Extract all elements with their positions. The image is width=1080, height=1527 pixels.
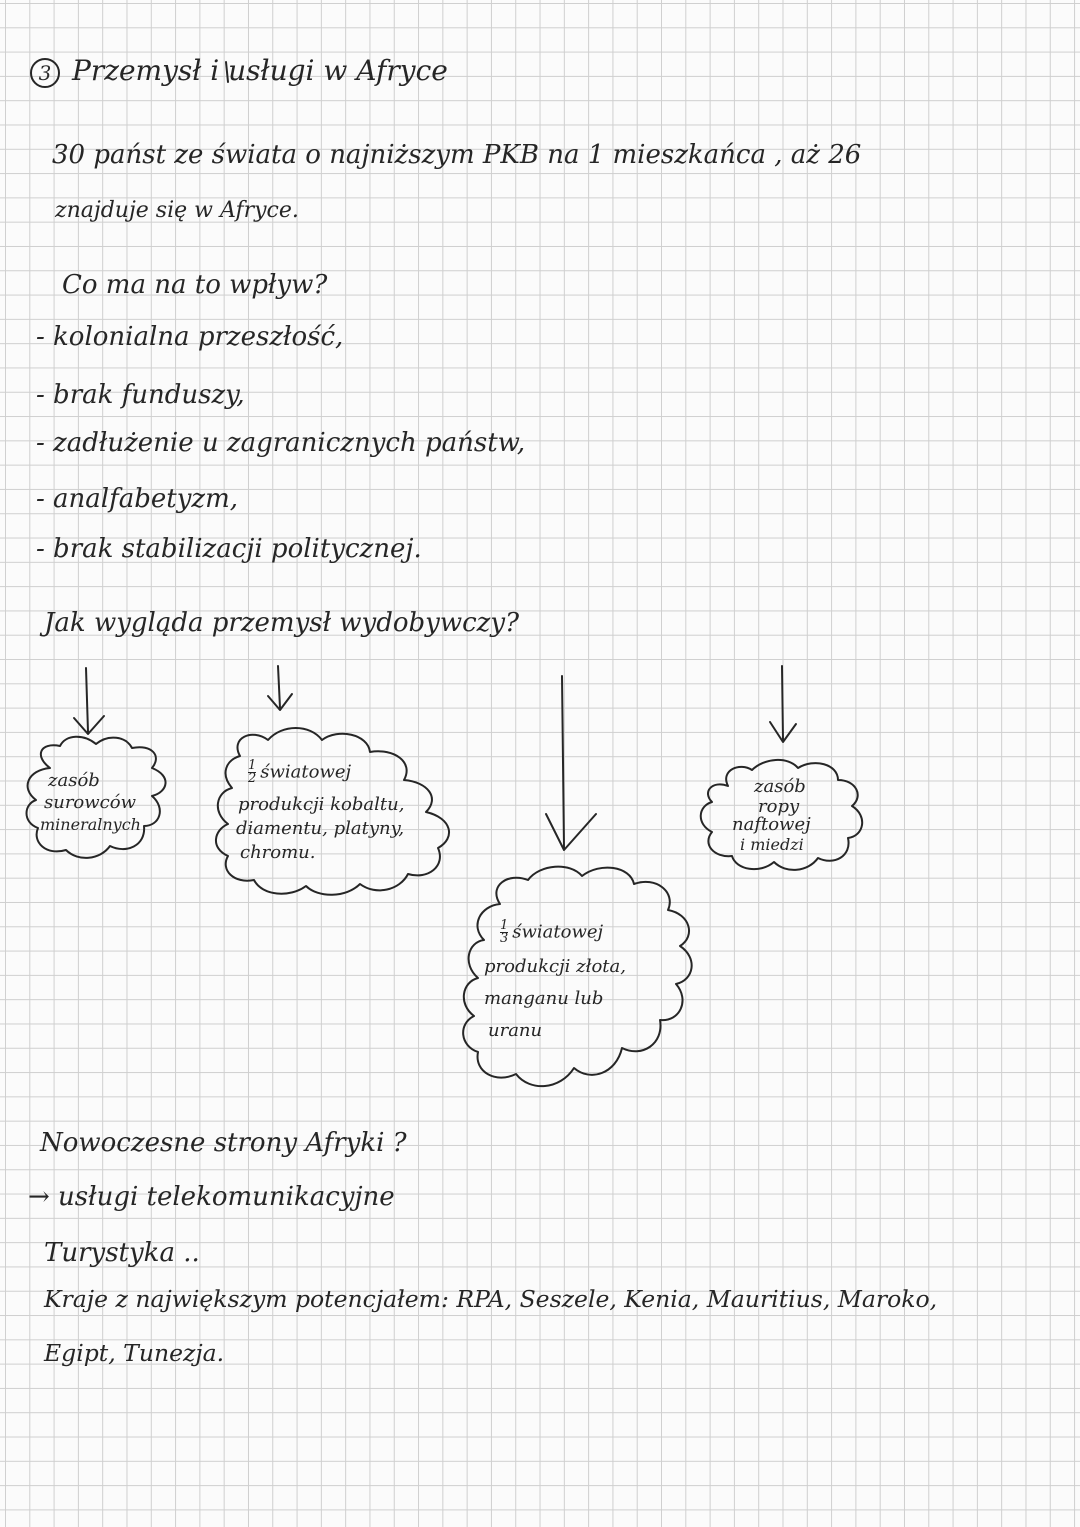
cause-item: - zadłużenie u zagranicznych państw, [36, 428, 526, 458]
arrow-to-cloud-3 [546, 676, 596, 850]
cloud-4-line: i miedzi [740, 835, 804, 854]
cloud-3-line: $\frac{1}{3}$ światowej [500, 918, 604, 946]
fraction-third: $\frac{1}{3}$ [500, 918, 509, 946]
intro-line-1: 30 państ ze świata o najniższym PKB na 1 mieszkańca , aż 26 [52, 140, 862, 170]
cloud-3-line: manganu lub [484, 988, 604, 1009]
arrow-to-cloud-2 [268, 666, 292, 710]
cloud-4-line: naftowej [732, 814, 811, 835]
cloud-4-line: ropy [758, 796, 800, 817]
arrow-to-cloud-1 [74, 668, 104, 734]
causes-question: Co ma na to wpływ? [62, 270, 328, 300]
modern-item: → usługi telekomunikacyjne [28, 1182, 395, 1212]
cause-item: - analfabetyzm, [36, 484, 239, 514]
page-title: Przemysł i usługi w Afryce [72, 54, 448, 87]
tourism-heading: Turystyka .. [44, 1238, 200, 1268]
intro-line-2: znajduje się w Afryce. [55, 198, 299, 223]
cloud-2-line: chromu. [240, 842, 316, 863]
cause-item: - kolonialna przeszłość, [36, 322, 344, 352]
fraction-half: $\frac{1}{2}$ [248, 758, 257, 786]
cloud-4-line: zasób [754, 776, 806, 797]
cloud-1-line: zasób [48, 770, 100, 791]
cloud-1-line: surowców [44, 792, 137, 813]
cause-item: - brak stabilizacji politycznej. [36, 534, 422, 564]
arrow-to-cloud-4 [770, 666, 796, 742]
cause-item: - brak funduszy, [36, 380, 245, 410]
cloud-3-line: uranu [488, 1020, 543, 1041]
cloud-2-line: diamentu, platyny, [236, 818, 405, 839]
countries-line-2: Egipt, Tunezja. [44, 1339, 225, 1367]
section-number: 3 [30, 58, 60, 88]
mining-question: Jak wygląda przemysł wydobywczy? [44, 608, 520, 638]
cloud-2-line: produkcji kobaltu, [238, 794, 405, 815]
cloud-3-line: produkcji złota, [484, 956, 626, 977]
cloud-1-line: mineralnych [40, 815, 141, 834]
cloud-2-line: $\frac{1}{2}$ światowej [248, 758, 352, 786]
modern-question: Nowoczesne strony Afryki ? [40, 1128, 407, 1158]
countries-line-1: Kraje z największym potencjałem: RPA, Seszele, Kenia, Mauritius, Maroko, [44, 1285, 938, 1313]
title-stroke [226, 62, 228, 82]
